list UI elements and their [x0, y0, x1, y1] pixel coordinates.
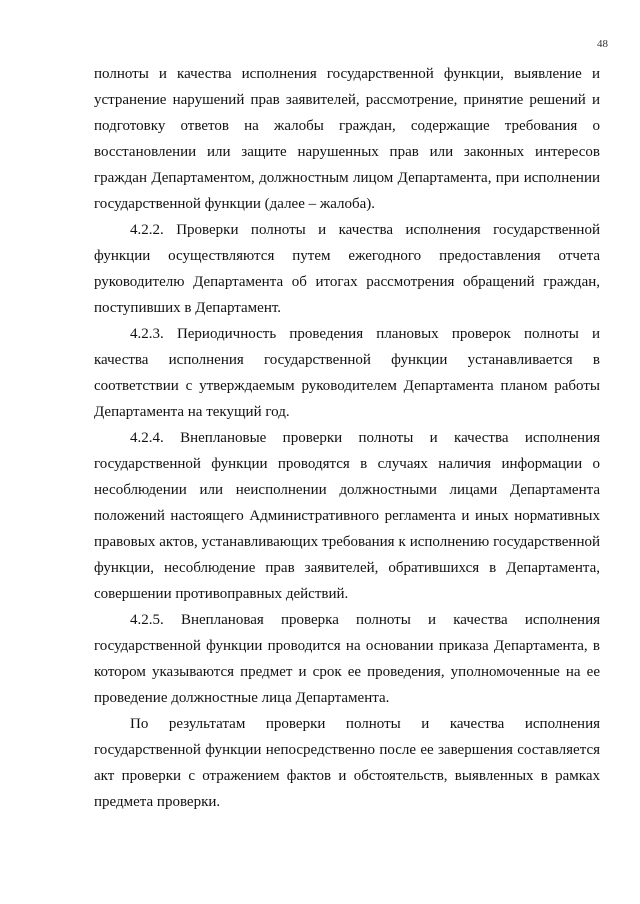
body-text: [94, 61, 600, 815]
paragraph-4-2-5: 4.2.5. Внеплановая проверка полноты и качества исполнения государственной функции проводится на основании приказа Департамента, в котором указываются предмет и срок ее проведения, уполномоченные на ее проведение должностные лица Департамента.: [94, 612, 600, 706]
paragraph-continuation: полноты и качества исполнения государственной функции, выявление и устранение нарушений прав заявителей, рассмотрение, принятие решений и подготовку ответов на жалобы граждан, содержащие требования о восстановлении или защите нарушенных прав или законных интересов граждан Департаментом, должностным лицом Департамента, при исполнении государственной функции (далее – жалоба).: [94, 66, 600, 212]
paragraph-4-2-4: 4.2.4. Внеплановые проверки полноты и качества исполнения государственной функции проводятся в случаях наличия информации о несоблюдении или неисполнении должностными лицами Департамента положений настоящего Административного регламента и иных нормативных правовых актов, устанавливающих требования к исполнению государственной функции, несоблюдение прав заявителей, обратившихся в Департамента, совершении противоправных действий.: [94, 430, 600, 602]
paragraph-inspection-act: По результатам проверки полноты и качества исполнения государственной функции непосредственно после ее завершения составляется акт проверки с отражением фактов и обстоятельств, выявленных в рамках предмета проверки.: [94, 716, 600, 810]
paragraph-4-2-2: 4.2.2. Проверки полноты и качества исполнения государственной функции осуществляются путем ежегодного предоставления отчета руководителю Департамента об итогах рассмотрения обращений граждан, поступивших в Департамент.: [94, 222, 600, 316]
page-number: 48: [597, 38, 608, 50]
paragraph-4-2-3: 4.2.3. Периодичность проведения плановых проверок полноты и качества исполнения государственной функции устанавливается в соответствии с утверждаемым руководителем Департамента планом работы Департамента на текущий год.: [94, 326, 600, 420]
